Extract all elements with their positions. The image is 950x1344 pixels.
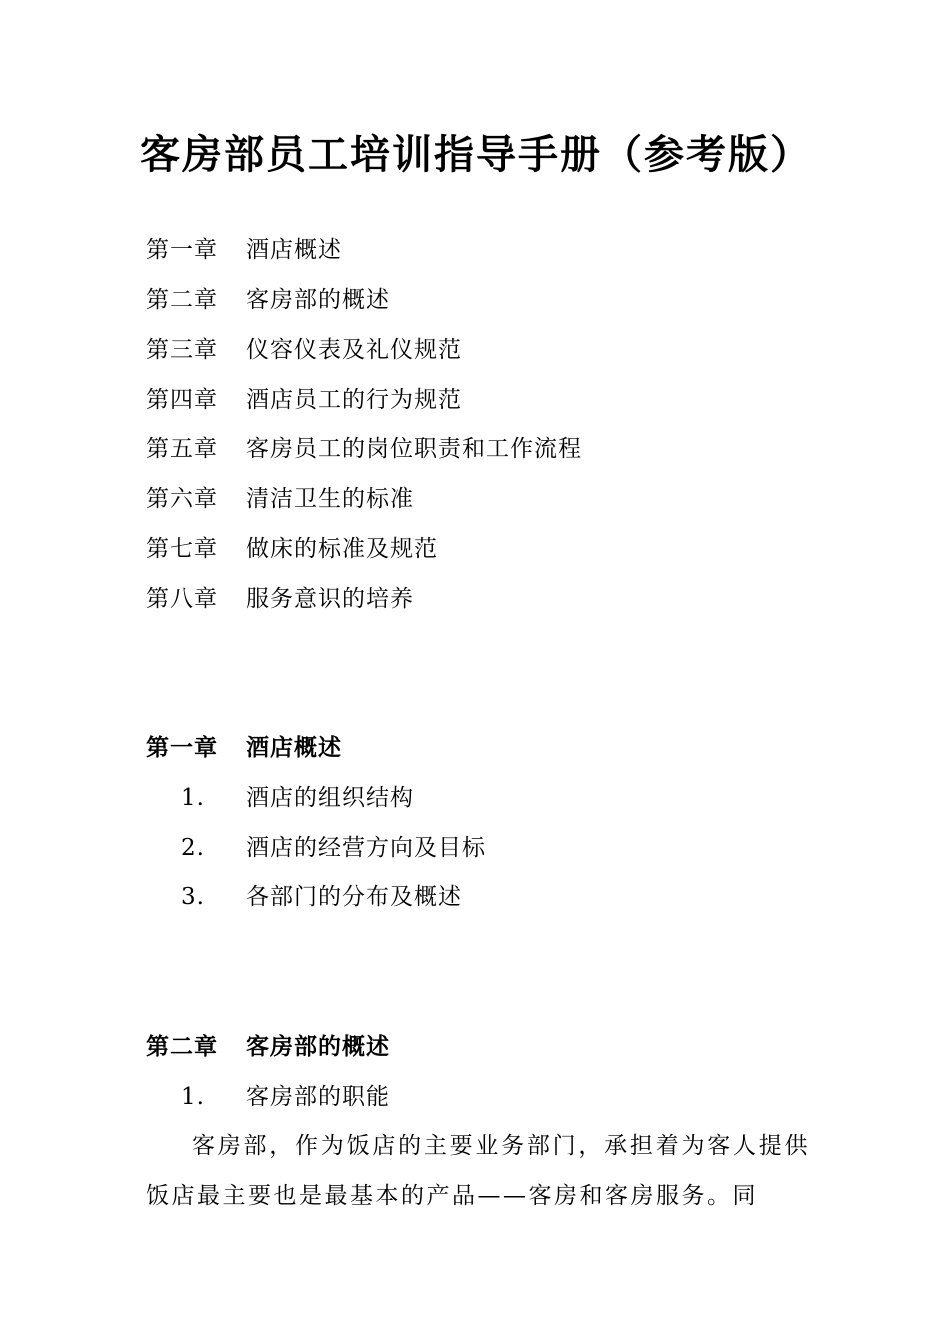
toc-chapter-title: 服务意识的培养 xyxy=(246,586,414,612)
document-title: 客房部员工培训指导手册（参考版） xyxy=(140,132,812,178)
list-item-text: 客房部的职能 xyxy=(246,1084,390,1110)
chapter-number: 第一章 xyxy=(146,735,218,761)
toc-chapter-number: 第一章 xyxy=(146,237,218,263)
toc-chapter-number: 第八章 xyxy=(146,586,218,612)
toc-chapter-number: 第五章 xyxy=(146,436,218,462)
toc-chapter-title: 客房部的概述 xyxy=(246,287,390,313)
toc-chapter-number: 第七章 xyxy=(146,536,218,562)
chapter-title: 酒店概述 xyxy=(246,735,342,761)
toc-chapter-title: 酒店概述 xyxy=(246,237,342,263)
toc-chapter-title: 酒店员工的行为规范 xyxy=(246,387,462,413)
list-item-number: 2. xyxy=(181,835,205,861)
list-item-text: 各部门的分布及概述 xyxy=(246,884,462,910)
body-paragraph: 客房部，作为饭店的主要业务部门，承担着为客人提供饭店最主要也是最基本的产品——客房和客房服务。同 xyxy=(146,1133,810,1209)
toc-chapter-number: 第二章 xyxy=(146,287,218,313)
toc-chapter-title: 清洁卫生的标准 xyxy=(246,486,414,512)
list-item-number: 1. xyxy=(181,1084,205,1110)
toc-chapter-title: 仪容仪表及礼仪规范 xyxy=(246,337,462,363)
list-item-text: 酒店的经营方向及目标 xyxy=(246,835,486,861)
chapter-number: 第二章 xyxy=(146,1034,218,1060)
toc-chapter-title: 做床的标准及规范 xyxy=(246,536,438,562)
chapter-title: 客房部的概述 xyxy=(246,1034,390,1060)
toc-chapter-number: 第六章 xyxy=(146,486,218,512)
toc-chapter-number: 第四章 xyxy=(146,387,218,413)
toc-chapter-number: 第三章 xyxy=(146,337,218,363)
toc-chapter-title: 客房员工的岗位职责和工作流程 xyxy=(246,436,582,462)
list-item-text: 酒店的组织结构 xyxy=(246,785,414,811)
list-item-number: 1. xyxy=(181,785,205,811)
list-item-number: 3. xyxy=(181,884,205,910)
